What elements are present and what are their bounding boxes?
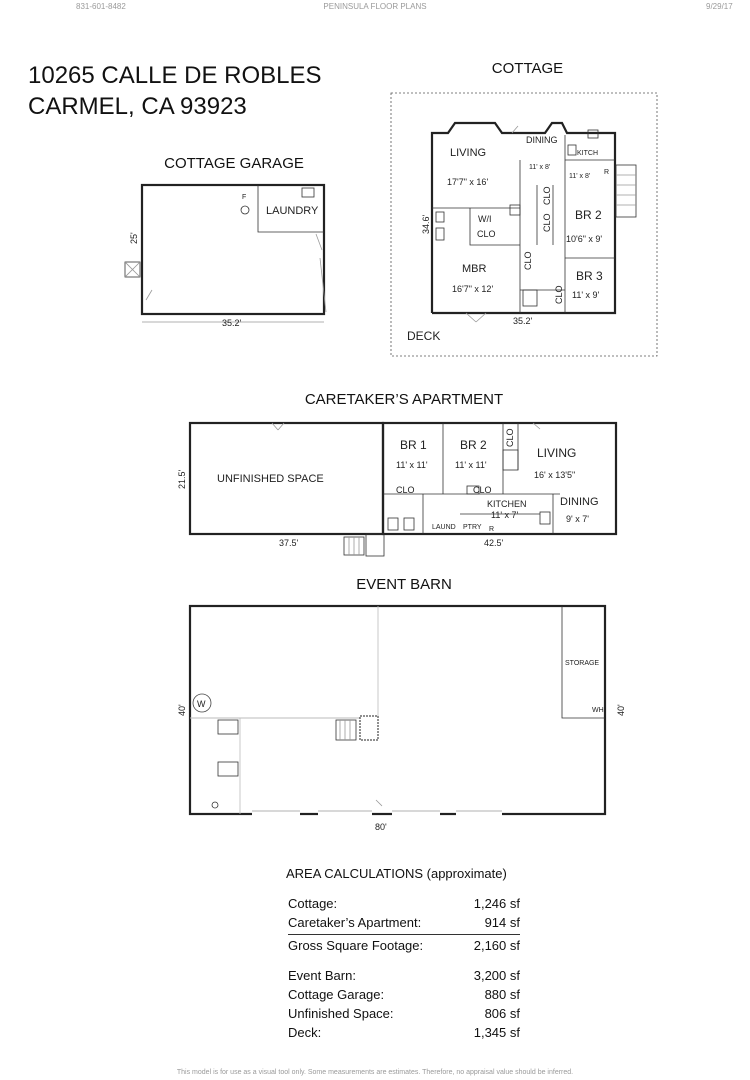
caretaker-br2-size: 11' x 11'	[455, 460, 487, 470]
garage-f-label: F	[242, 194, 247, 201]
cottage-clo-c: CLO	[523, 251, 533, 270]
area-label: Gross Square Footage:	[288, 938, 424, 953]
area-value: 914 sf	[484, 915, 520, 930]
barn-w-label: W	[197, 699, 206, 709]
cottage-dining-size: 11' x 8'	[529, 164, 551, 171]
header-phone: 831-601-8482	[76, 2, 126, 11]
garage-dim-width: 35.2'	[222, 318, 242, 328]
cottage-wi-clo-label: CLO	[477, 229, 496, 239]
area-label: Cottage Garage:	[288, 987, 385, 1002]
cottage-deck-label: DECK	[407, 329, 441, 343]
caretaker-clo-3: CLO	[505, 428, 515, 447]
header-date: 9/29/17	[706, 2, 733, 11]
cottage-kitch-label: KITCH	[577, 150, 598, 157]
barn-title: EVENT BARN	[356, 576, 452, 593]
caretaker-unfinished-label: UNFINISHED SPACE	[217, 473, 324, 485]
area-value: 880 sf	[484, 987, 520, 1002]
garage-title: COTTAGE GARAGE	[164, 155, 304, 172]
cottage-mbr-size: 16'7" x 12'	[452, 284, 494, 294]
barn-plan	[190, 606, 605, 814]
barn-dim-left: 40'	[177, 704, 187, 716]
address-line1: 10265 CALLE DE ROBLES	[28, 62, 322, 89]
address-line2: CARMEL, CA 93923	[28, 93, 247, 120]
cottage-wi-label: W/I	[478, 214, 492, 224]
area-label: Event Barn:	[288, 968, 356, 983]
cottage-br2-size: 10'6" x 9'	[566, 234, 603, 244]
area-divider	[288, 934, 520, 935]
cottage-br3-label: BR 3	[576, 269, 603, 283]
barn-dim-right: 40'	[616, 704, 626, 716]
cottage-title: COTTAGE	[491, 60, 564, 77]
barn-storage-label: STORAGE	[565, 660, 600, 667]
cottage-r-label: R	[604, 169, 610, 176]
caretaker-living-size: 16' x 13'5"	[534, 470, 576, 480]
area-label: Cottage:	[288, 896, 338, 911]
cottage-living-size: 17'7" x 16'	[447, 177, 489, 187]
disclaimer-text: This model is for use as a visual tool only. Some measurements are estimates. Therefore, no appraisal value should be inferred.	[176, 1069, 574, 1076]
area-value: 1,246 sf	[473, 896, 520, 911]
caretaker-laund-label: LAUND	[432, 524, 456, 531]
caretaker-r-label: R	[489, 526, 495, 533]
cottage-kitch-size: 11' x 8'	[569, 173, 591, 180]
caretaker-dining-size: 9' x 7'	[566, 514, 589, 524]
caretaker-kitchen-label: KITCHEN	[487, 499, 527, 509]
area-value: 2,160 sf	[473, 938, 520, 953]
area-value: 3,200 sf	[473, 968, 520, 983]
caretaker-living-label: LIVING	[537, 446, 577, 460]
area-value: 1,345 sf	[473, 1025, 520, 1040]
caretaker-ptry-label: PTRY	[463, 524, 482, 531]
cottage-dining-label: DINING	[526, 135, 558, 145]
area-value: 806 sf	[484, 1006, 520, 1021]
cottage-dim-height: 34.6'	[421, 214, 431, 234]
cottage-mbr-label: MBR	[462, 263, 487, 275]
header-company: PENINSULA FLOOR PLANS	[323, 2, 427, 11]
caretaker-kitchen-size: 11' x 7'	[491, 510, 519, 520]
cottage-br2-label: BR 2	[575, 208, 602, 222]
barn-wh-label: WH	[592, 707, 604, 714]
area-label: Deck:	[288, 1025, 322, 1040]
caretaker-dim-left: 37.5'	[279, 538, 299, 548]
cottage-clo-b: CLO	[542, 213, 552, 232]
area-label: Caretaker’s Apartment:	[288, 915, 422, 930]
caretaker-clo-1: CLO	[396, 485, 415, 495]
cottage-br3-size: 11' x 9'	[572, 290, 600, 300]
barn-dim-width: 80'	[375, 822, 387, 832]
cottage-living-label: LIVING	[450, 147, 487, 159]
cottage-clo-d: CLO	[554, 285, 564, 304]
caretaker-clo-2: CLO	[473, 485, 492, 495]
garage-dim-height: 25'	[129, 232, 139, 244]
area-label: Unfinished Space:	[288, 1006, 394, 1021]
caretaker-title: CARETAKER’S APARTMENT	[304, 391, 504, 408]
caretaker-dim-height: 21.5'	[177, 469, 187, 489]
caretaker-dim-right: 42.5'	[484, 538, 504, 548]
garage-laundry-label: LAUNDRY	[266, 205, 319, 217]
caretaker-br1-size: 11' x 11'	[396, 460, 428, 470]
cottage-clo-a: CLO	[542, 186, 552, 205]
caretaker-dining-label: DINING	[560, 496, 599, 508]
area-calculations-title: AREA CALCULATIONS (approximate)	[286, 866, 507, 881]
cottage-dim-width: 35.2'	[513, 316, 533, 326]
caretaker-br2-label: BR 2	[460, 438, 487, 452]
caretaker-br1-label: BR 1	[400, 438, 427, 452]
